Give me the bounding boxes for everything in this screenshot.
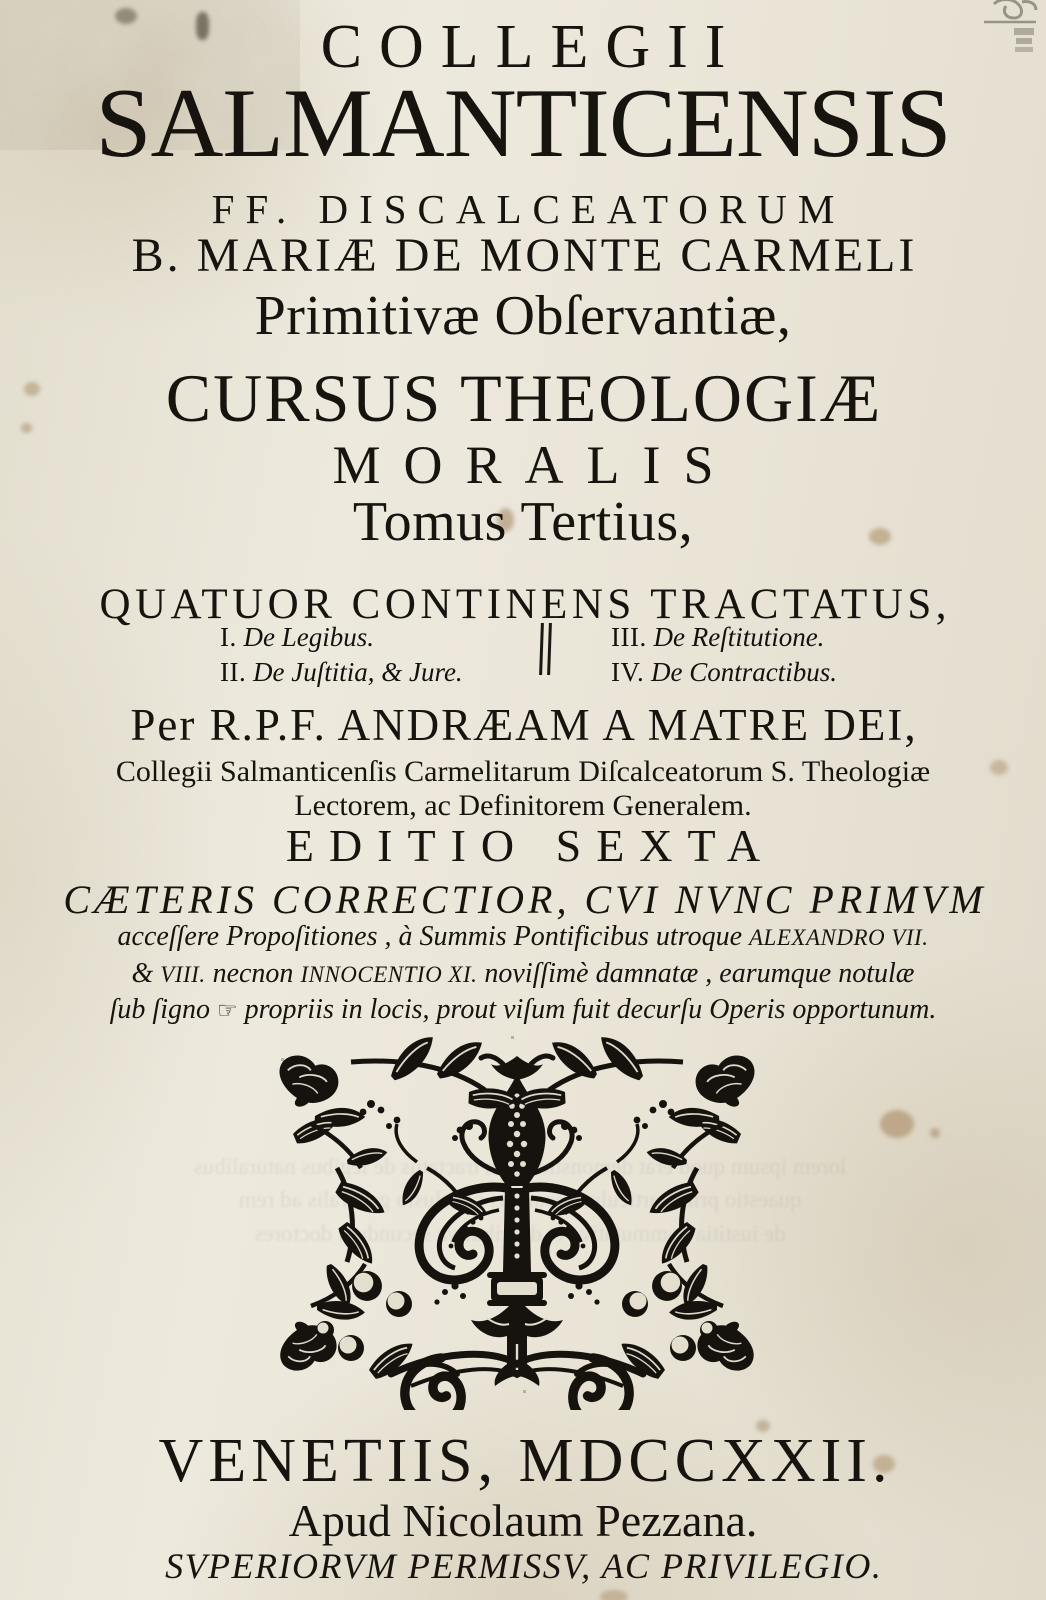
pope-number-viii: VIII. bbox=[160, 961, 206, 987]
title-line-primitivae: Primitivæ Obſervantiæ, bbox=[254, 285, 792, 347]
tractatus-column-right bbox=[551, 620, 931, 690]
title-line-collegii: COLLEGII bbox=[320, 13, 743, 81]
edition-note-text: propriis in locis, prout viſum fuit decurſu Operis opportunum. bbox=[237, 994, 937, 1026]
tractatus-list bbox=[0, 620, 1046, 690]
foxing-stain bbox=[600, 1590, 628, 1600]
archival-corner-mark bbox=[978, 0, 1042, 66]
imprint-place-year: VENETIIS, MDCCXXII. bbox=[158, 1427, 893, 1495]
foxing-stain bbox=[930, 1128, 940, 1138]
tractatus-item bbox=[220, 620, 540, 655]
manicule-icon: ☞ bbox=[217, 998, 238, 1024]
edition-heading: EDITIO SEXTA bbox=[285, 820, 776, 871]
tractatus-item bbox=[611, 620, 931, 655]
title-line-discalceatorum: FF. DISCALCEATORUM bbox=[211, 186, 846, 232]
tractatus-title: De Legibus. bbox=[243, 622, 374, 652]
edition-subheading: CÆTERIS CORRECTIOR, CVI NVNC PRIMVM bbox=[63, 877, 987, 922]
foxing-stain bbox=[880, 1110, 914, 1138]
woodcut-ornament-fleur-de-lis bbox=[241, 1018, 793, 1410]
edition-note-text: ſub ſigno bbox=[109, 994, 217, 1026]
edition-note-text: noviſſimè damnatæ , earumque notulæ bbox=[477, 957, 915, 989]
edition-note bbox=[0, 919, 1046, 1029]
edition-note-line-1 bbox=[0, 919, 1046, 956]
tractatus-title: De Juſtitia, & Jure. bbox=[252, 657, 463, 688]
tractatus-title: De Contractibus. bbox=[651, 657, 838, 688]
tractatus-divider-rule bbox=[539, 623, 552, 675]
imprint-privilege: SVPERIORVM PERMISSV, AC PRIVILEGIO. bbox=[165, 1546, 883, 1586]
edition-note-line-2 bbox=[0, 956, 1046, 993]
edition-note-text: acceſſere Propoſitiones , à Summis Pontificibus utroque bbox=[117, 921, 749, 952]
pope-innocent-xi: INNOCENTIO XI. bbox=[300, 961, 478, 987]
tractatus-number: IV. bbox=[611, 657, 645, 688]
tractatus-number: III. bbox=[611, 622, 647, 652]
title-line-tomus-tertius: Tomus Tertius, bbox=[352, 491, 694, 553]
verso-showthrough: lorem ipsum quod erat demonstrandum tractatus de legibus naturalibus quaestio prima articulus secundus conclusio ad rem de iustitia commutativa et distributiva secundum doctores bbox=[193, 1154, 847, 1246]
edition-note-text: necnon bbox=[205, 957, 301, 989]
title-line-moralis: MORALIS bbox=[332, 435, 737, 495]
tractatus-item bbox=[220, 655, 540, 690]
tractatus-number: I. bbox=[220, 622, 237, 652]
tractatus-number: II. bbox=[220, 657, 247, 688]
tractatus-title: De Reſtitutione. bbox=[653, 622, 825, 652]
author-office: Lectorem, ac Definitorem Generalem. bbox=[294, 789, 752, 822]
title-line-monte-carmeli: B. MARIÆ DE MONTE CARMELI bbox=[131, 229, 918, 282]
author-name: Per R.P.F. ANDRÆAM A MATRE DEI, bbox=[130, 700, 918, 750]
title-line-cursus-theologiae: CURSUS THEOLOGIÆ bbox=[165, 360, 883, 436]
edition-note-text: & bbox=[131, 957, 161, 989]
tractatus-column-left bbox=[115, 620, 540, 690]
tractatus-item bbox=[611, 655, 931, 690]
pope-alexander-vii: ALEXANDRO VII. bbox=[749, 925, 929, 950]
title-line-salmanticensis: SALMANTICENSIS bbox=[95, 69, 951, 178]
contents-heading: QUATUOR CONTINENS TRACTATUS, bbox=[99, 581, 952, 628]
author-affiliation: Collegii Salmanticenſis Carmelitarum Diſcalceatorum S. Theologiæ bbox=[115, 755, 931, 788]
imprint-printer: Apud Nicolaum Pezzana. bbox=[288, 1495, 758, 1546]
